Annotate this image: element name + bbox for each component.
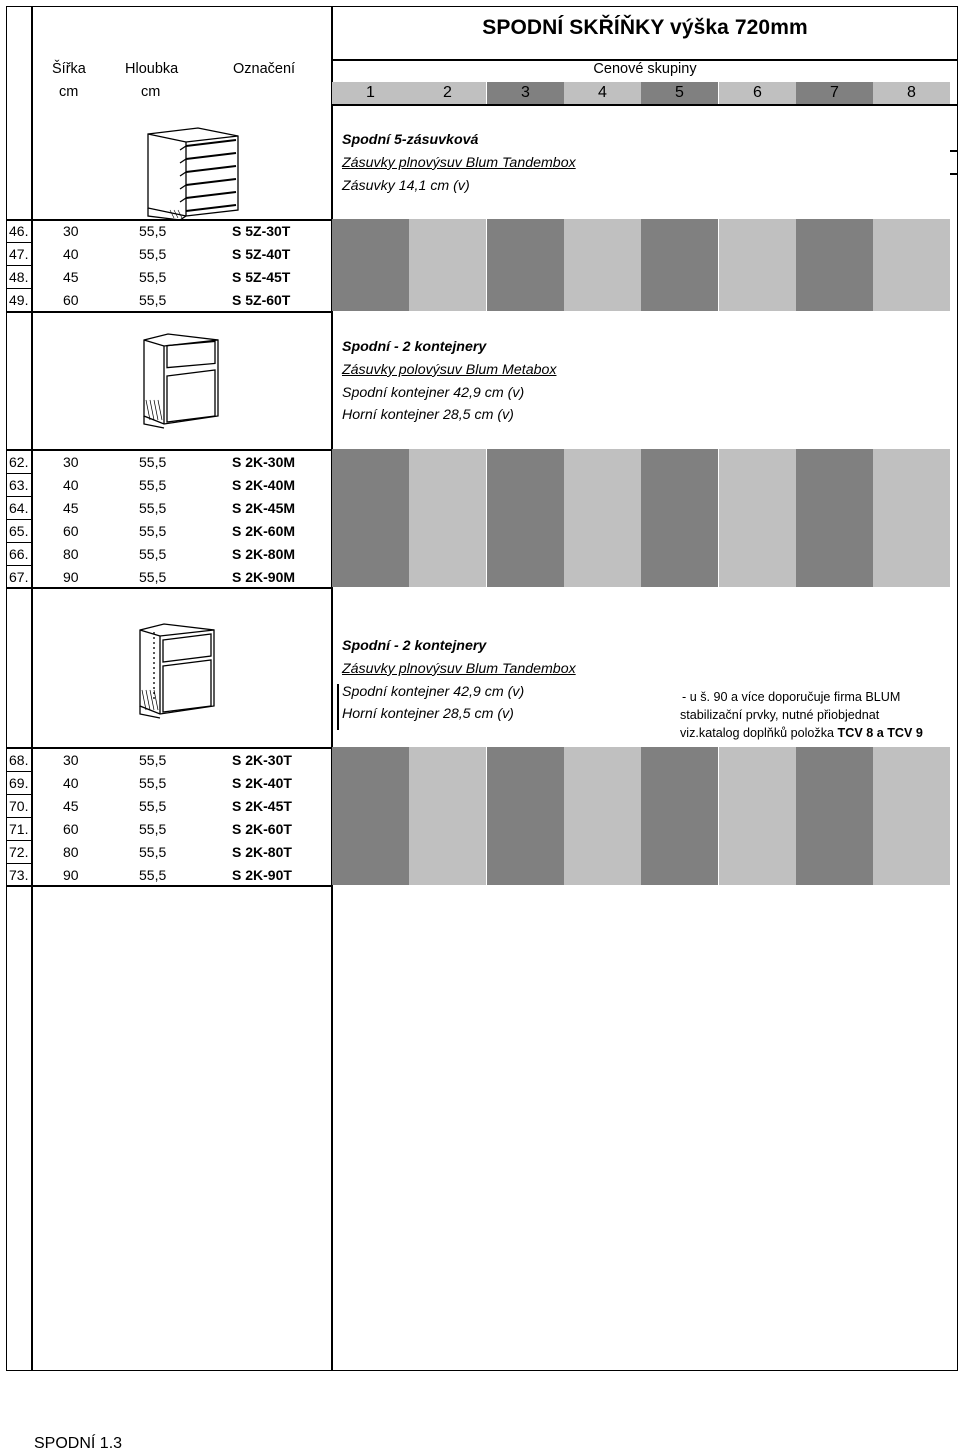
- price-cell: [487, 219, 564, 311]
- price-cell: [409, 219, 486, 311]
- row-code: S 2K-90M: [232, 569, 296, 585]
- price-cell: [873, 449, 950, 587]
- two-drawer-cabinet-icon: [140, 330, 220, 430]
- section-line: Zásuvky polovýsuv Blum Metabox: [342, 361, 557, 378]
- row-width: 45: [63, 269, 79, 285]
- row-number: 46.: [9, 223, 29, 239]
- row-width: 30: [63, 752, 79, 768]
- row-width: 40: [63, 477, 79, 493]
- row-number: 66.: [9, 546, 29, 562]
- price-cell: [564, 449, 641, 587]
- row-depth: 55,5: [139, 477, 167, 493]
- row-number: 70.: [9, 798, 29, 814]
- price-cell: [332, 747, 409, 885]
- row-separator: [6, 542, 32, 543]
- row-separator: [6, 863, 32, 864]
- section-title: Spodní - 2 kontejnery: [342, 638, 487, 654]
- code-label: Označení: [233, 61, 296, 77]
- row-separator: [6, 242, 32, 243]
- row-width: 80: [63, 546, 79, 562]
- price-group-header: 8: [873, 82, 950, 104]
- row-code: S 5Z-60T: [232, 292, 291, 308]
- two-drawer-cabinet-icon: [136, 620, 216, 720]
- row-width: 90: [63, 867, 79, 883]
- row-width: 30: [63, 454, 79, 470]
- row-separator: [6, 771, 32, 772]
- row-separator: [6, 840, 32, 841]
- row-number: 49.: [9, 292, 29, 308]
- row-depth: 55,5: [139, 223, 167, 239]
- row-number: 69.: [9, 775, 29, 791]
- row-separator: [6, 473, 32, 474]
- row-depth: 55,5: [139, 454, 167, 470]
- price-group-header: 3: [487, 82, 564, 104]
- row-width: 60: [63, 821, 79, 837]
- row-number: 73.: [9, 867, 29, 883]
- drawer-cabinet-icon: [140, 124, 250, 220]
- row-number: 71.: [9, 821, 29, 837]
- price-cell: [487, 747, 564, 885]
- row-separator: [6, 794, 32, 795]
- price-group-header: 7: [796, 82, 873, 104]
- section-line: Zásuvky plnovýsuv Blum Tandembox: [342, 660, 576, 677]
- row-number: 48.: [9, 269, 29, 285]
- section-line: Spodní kontejner 42,9 cm (v): [342, 683, 525, 700]
- row-depth: 55,5: [139, 867, 167, 883]
- description-bracket: [337, 684, 339, 730]
- section-3-description: [342, 635, 576, 726]
- row-depth: 55,5: [139, 269, 167, 285]
- page-title: SPODNÍ SKŘÍŇKY výška 720mm: [482, 16, 808, 39]
- row-number: 65.: [9, 523, 29, 539]
- row-code: S 5Z-40T: [232, 246, 291, 262]
- row-code: S 2K-30T: [232, 752, 292, 768]
- row-number: 63.: [9, 477, 29, 493]
- row-code: S 2K-45T: [232, 798, 292, 814]
- row-separator: [6, 565, 32, 566]
- row-number: 68.: [9, 752, 29, 768]
- row-number: 67.: [9, 569, 29, 585]
- column-rule: [331, 6, 333, 1371]
- row-code: S 2K-40M: [232, 477, 296, 493]
- price-cell: [409, 747, 486, 885]
- price-cell: [641, 747, 718, 885]
- price-groups-label: Cenové skupiny: [593, 61, 697, 77]
- row-code: S 2K-40T: [232, 775, 292, 791]
- row-code: S 2K-90T: [232, 867, 292, 883]
- price-cell: [796, 747, 873, 885]
- edge-tick: [950, 150, 958, 152]
- price-cell: [641, 449, 718, 587]
- price-cell: [796, 219, 873, 311]
- price-cell: [487, 449, 564, 587]
- row-code: S 2K-80T: [232, 844, 292, 860]
- row-code: S 2K-80M: [232, 546, 296, 562]
- price-cell: [332, 449, 409, 587]
- row-code: S 2K-45M: [232, 500, 296, 516]
- row-number: 62.: [9, 454, 29, 470]
- note-emphasis: TCV 8 a TCV 9: [837, 726, 923, 740]
- row-code: S 2K-60T: [232, 821, 292, 837]
- section-1-description: [342, 129, 576, 197]
- row-depth: 55,5: [139, 500, 167, 516]
- price-group-header: 4: [564, 82, 641, 104]
- price-cell: [796, 449, 873, 587]
- row-depth: 55,5: [139, 752, 167, 768]
- row-width: 60: [63, 523, 79, 539]
- row-number: 64.: [9, 500, 29, 516]
- row-code: S 5Z-45T: [232, 269, 291, 285]
- price-cell: [409, 449, 486, 587]
- row-number: 72.: [9, 844, 29, 860]
- row-separator: [6, 519, 32, 520]
- section-title: Spodní 5-zásuvková: [342, 132, 479, 148]
- section-line: Zásuvky 14,1 cm (v): [342, 177, 470, 194]
- row-width: 80: [63, 844, 79, 860]
- note-line: [680, 724, 923, 742]
- section-line: Horní kontejner 28,5 cm (v): [342, 407, 514, 424]
- row-width: 60: [63, 292, 79, 308]
- price-cell: [873, 747, 950, 885]
- row-width: 45: [63, 798, 79, 814]
- row-depth: 55,5: [139, 523, 167, 539]
- section-line: Horní kontejner 28,5 cm (v): [342, 706, 514, 723]
- price-cell: [873, 219, 950, 311]
- price-group-header: 2: [409, 82, 486, 104]
- header-rule: [332, 104, 958, 106]
- row-depth: 55,5: [139, 844, 167, 860]
- row-width: 30: [63, 223, 79, 239]
- blum-note: [680, 688, 923, 742]
- row-width: 40: [63, 775, 79, 791]
- price-cell: [564, 747, 641, 885]
- price-cell: [641, 219, 718, 311]
- row-depth: 55,5: [139, 292, 167, 308]
- section-line: Zásuvky plnovýsuv Blum Tandembox: [342, 154, 576, 171]
- price-group-header: 5: [641, 82, 718, 104]
- price-cell: [332, 219, 409, 311]
- row-depth: 55,5: [139, 798, 167, 814]
- row-width: 40: [63, 246, 79, 262]
- row-separator: [6, 288, 32, 289]
- width-unit: cm: [59, 84, 79, 100]
- row-separator: [6, 817, 32, 818]
- row-depth: 55,5: [139, 821, 167, 837]
- price-cell: [564, 219, 641, 311]
- row-code: S 2K-60M: [232, 523, 296, 539]
- note-line: stabilizační prvky, nutné přiobjednat: [680, 708, 880, 722]
- row-depth: 55,5: [139, 775, 167, 791]
- price-cell: [719, 219, 796, 311]
- row-depth: 55,5: [139, 546, 167, 562]
- column-rule: [31, 6, 33, 1371]
- row-width: 90: [63, 569, 79, 585]
- section-title: Spodní - 2 kontejnery: [342, 339, 487, 355]
- page-footer: SPODNÍ 1.3: [34, 1435, 123, 1452]
- row-number: 47.: [9, 246, 29, 262]
- row-width: 45: [63, 500, 79, 516]
- depth-unit: cm: [141, 84, 161, 100]
- note-text: viz.katalog doplňků položka: [680, 726, 838, 740]
- row-depth: 55,5: [139, 246, 167, 262]
- note-line: - u š. 90 a více doporučuje firma BLUM: [682, 690, 901, 704]
- edge-tick: [950, 173, 958, 175]
- row-separator: [6, 496, 32, 497]
- section-2-description: [342, 336, 556, 427]
- row-depth: 55,5: [139, 569, 167, 585]
- width-label: Šířka: [52, 61, 86, 77]
- price-cell: [719, 747, 796, 885]
- price-group-header: 6: [719, 82, 796, 104]
- row-code: S 5Z-30T: [232, 223, 291, 239]
- row-separator: [6, 265, 32, 266]
- price-group-header: 1: [332, 82, 409, 104]
- row-code: S 2K-30M: [232, 454, 296, 470]
- depth-label: Hloubka: [125, 61, 179, 77]
- section-line: Spodní kontejner 42,9 cm (v): [342, 384, 525, 401]
- price-cell: [719, 449, 796, 587]
